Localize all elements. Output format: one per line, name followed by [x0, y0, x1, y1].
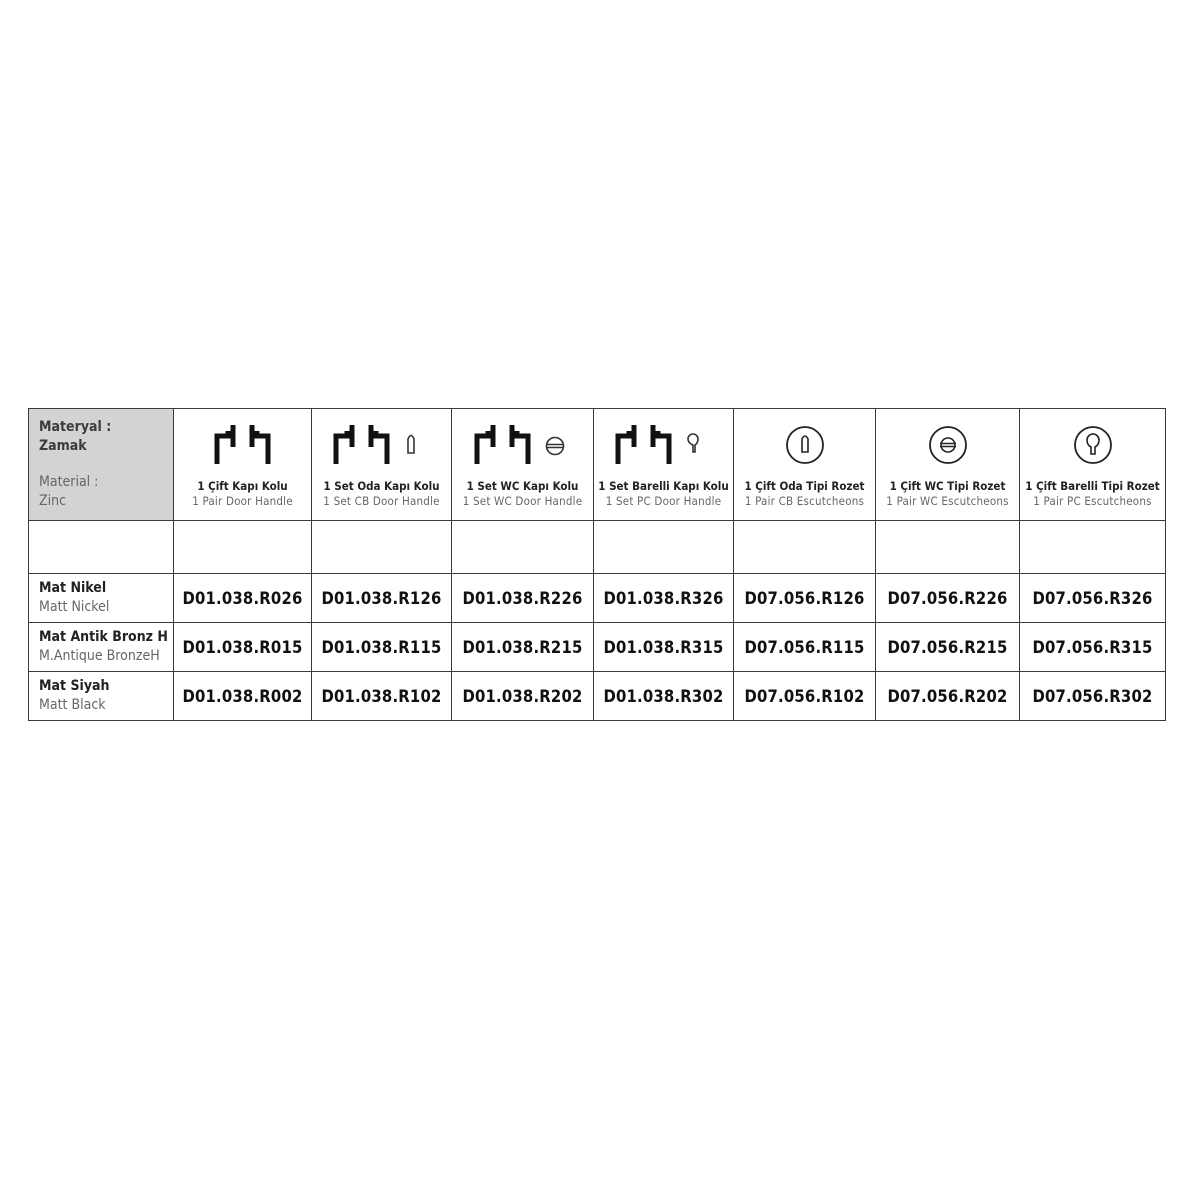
column-title-en: 1 Pair PC Escutcheons	[1033, 493, 1152, 508]
column-title-tr: 1 Set Barelli Kapı Kolu	[598, 478, 729, 493]
finish-name-en: M.Antique BronzeH	[39, 648, 160, 664]
blank-row	[29, 521, 1166, 574]
column-header-cb-door-handle	[312, 409, 452, 521]
product-code: D01.038.R326	[594, 574, 734, 623]
column-title-en: 1 Set PC Door Handle	[605, 493, 722, 508]
door-handle-icon	[614, 423, 674, 467]
column-header-pc-door-handle	[594, 409, 734, 521]
cb-key-slot-icon	[392, 423, 432, 467]
column-title-tr: 1 Çift Kapı Kolu	[197, 478, 288, 493]
column-title-en: 1 Set CB Door Handle	[323, 493, 440, 508]
blank-cell	[876, 521, 1020, 574]
finish-name-tr: Mat Siyah	[39, 678, 110, 694]
product-code: D01.038.R002	[174, 672, 312, 721]
column-title-tr: 1 Çift WC Tipi Rozet	[889, 478, 1006, 493]
product-code: D07.056.R226	[876, 574, 1020, 623]
column-header-wc-door-handle	[452, 409, 594, 521]
column-title-tr: 1 Set WC Kapı Kolu	[466, 478, 579, 493]
product-code: D01.038.R115	[312, 623, 452, 672]
column-title-en: 1 Pair WC Escutcheons	[886, 493, 1009, 508]
product-code: D01.038.R315	[594, 623, 734, 672]
blank-cell	[452, 521, 594, 574]
finish-name-en: Matt Nickel	[39, 599, 110, 615]
product-code: D07.056.R302	[1020, 672, 1166, 721]
material-value-tr: Zamak	[39, 438, 87, 454]
wc-turn-icon	[533, 423, 573, 467]
finish-name-tr: Mat Antik Bronz H	[39, 629, 168, 645]
product-code: D01.038.R215	[452, 623, 594, 672]
product-code: D07.056.R326	[1020, 574, 1166, 623]
table-row	[29, 672, 1166, 721]
pc-escutcheon-icon	[1071, 423, 1115, 467]
column-title-en: 1 Set WC Door Handle	[462, 493, 583, 508]
column-title-en: 1 Pair Door Handle	[192, 493, 293, 508]
column-header-pair-door-handle	[174, 409, 312, 521]
blank-cell	[174, 521, 312, 574]
finish-label-cell	[29, 623, 174, 672]
product-code: D01.038.R202	[452, 672, 594, 721]
table-row	[29, 623, 1166, 672]
product-code: D07.056.R315	[1020, 623, 1166, 672]
column-title-tr: 1 Çift Oda Tipi Rozet	[744, 478, 865, 493]
product-code: D07.056.R215	[876, 623, 1020, 672]
material-value-en: Zinc	[39, 493, 67, 509]
product-code: D01.038.R126	[312, 574, 452, 623]
product-code: D07.056.R202	[876, 672, 1020, 721]
blank-cell	[594, 521, 734, 574]
cylinder-keyhole-icon	[674, 423, 714, 467]
table-row	[29, 574, 1166, 623]
material-cell	[29, 409, 174, 521]
product-code: D01.038.R302	[594, 672, 734, 721]
header-row	[29, 409, 1166, 521]
finish-label-cell	[29, 672, 174, 721]
finish-name-tr: Mat Nikel	[39, 580, 107, 596]
finish-name-en: Matt Black	[39, 697, 106, 713]
product-code: D01.038.R102	[312, 672, 452, 721]
column-header-wc-escutcheons	[876, 409, 1020, 521]
product-code-table	[28, 408, 1166, 721]
product-code: D07.056.R115	[734, 623, 876, 672]
cb-escutcheon-icon	[783, 423, 827, 467]
door-handle-icon	[213, 423, 273, 467]
product-code: D01.038.R015	[174, 623, 312, 672]
blank-cell	[1020, 521, 1166, 574]
column-header-pc-escutcheons	[1020, 409, 1166, 521]
door-handle-icon	[332, 423, 392, 467]
column-title-tr: 1 Çift Barelli Tipi Rozet	[1025, 478, 1160, 493]
wc-escutcheon-icon	[926, 423, 970, 467]
blank-cell	[29, 521, 174, 574]
finish-label-cell	[29, 574, 174, 623]
column-header-cb-escutcheons	[734, 409, 876, 521]
material-label-tr: Materyal :	[39, 419, 112, 435]
product-code: D07.056.R102	[734, 672, 876, 721]
product-code: D01.038.R226	[452, 574, 594, 623]
blank-cell	[312, 521, 452, 574]
door-handle-icon	[473, 423, 533, 467]
product-code: D07.056.R126	[734, 574, 876, 623]
blank-cell	[734, 521, 876, 574]
column-title-en: 1 Pair CB Escutcheons	[744, 493, 865, 508]
material-label-en: Material :	[39, 474, 99, 490]
column-title-tr: 1 Set Oda Kapı Kolu	[323, 478, 440, 493]
product-code: D01.038.R026	[174, 574, 312, 623]
